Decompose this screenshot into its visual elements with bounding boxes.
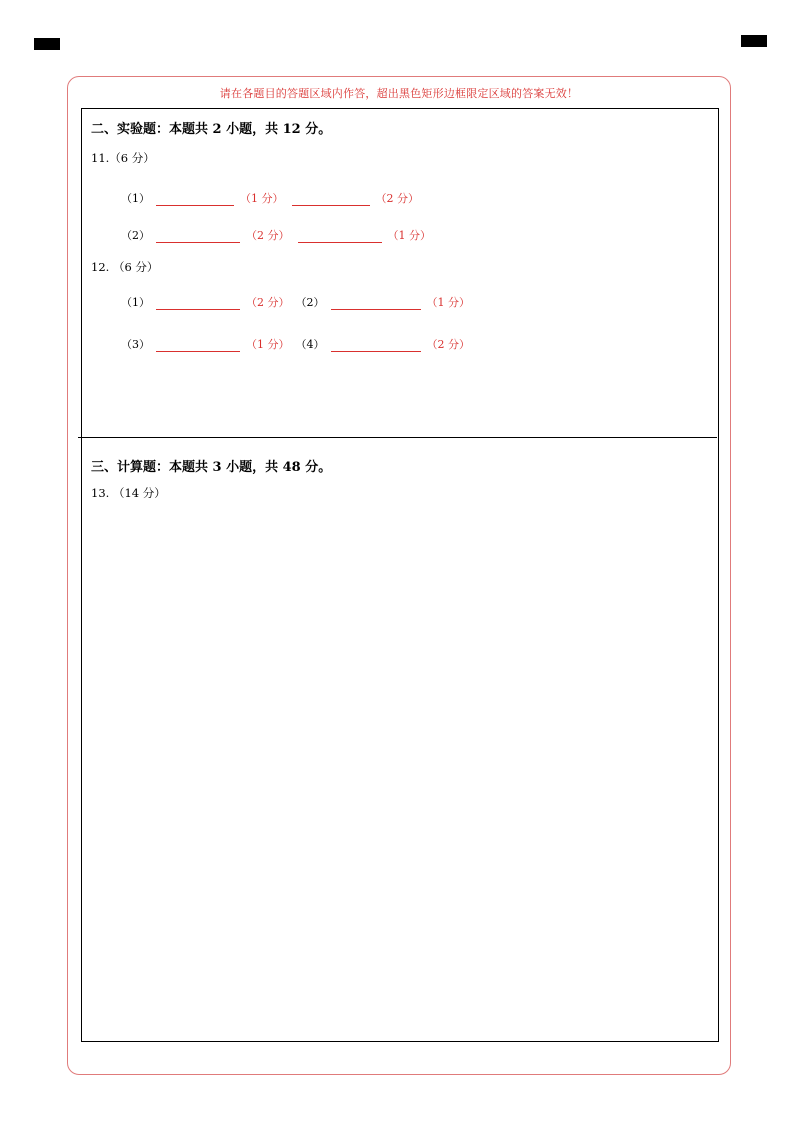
sub-question-label: （1） bbox=[121, 192, 150, 205]
answer-blank[interactable] bbox=[156, 339, 240, 352]
section-heading-calculation: 三、计算题：本题共 3 小题，共 48 分。 bbox=[91, 460, 332, 475]
sub-question-label: （3） bbox=[121, 338, 150, 351]
answer-box bbox=[81, 108, 719, 1042]
sub-question-label: （4） bbox=[295, 338, 325, 351]
answer-blank[interactable] bbox=[298, 230, 382, 243]
registration-mark-left bbox=[34, 38, 60, 50]
answer-blank[interactable] bbox=[331, 339, 421, 352]
score-label: （1 分） bbox=[387, 229, 431, 242]
score-label: （1 分） bbox=[240, 192, 284, 205]
section-divider bbox=[78, 437, 717, 438]
score-label: （2 分） bbox=[426, 338, 470, 351]
question-11-row-2 bbox=[121, 227, 437, 243]
answer-area-notice: 请在各题目的答题区域内作答，超出黑色矩形边框限定区域的答案无效！ bbox=[219, 87, 579, 100]
score-label: （2 分） bbox=[375, 192, 419, 205]
question-11-row-1 bbox=[121, 190, 425, 206]
score-label: （1 分） bbox=[426, 296, 470, 309]
sub-question-label: （2） bbox=[121, 229, 150, 242]
score-label: （2 分） bbox=[246, 229, 290, 242]
question-11-number: 11.（6 分） bbox=[91, 151, 155, 165]
sub-question-label: （2） bbox=[295, 296, 325, 309]
score-label: （1 分） bbox=[246, 338, 290, 351]
question-13-number: 13. （14 分） bbox=[91, 486, 166, 500]
answer-blank[interactable] bbox=[292, 193, 370, 206]
question-12-row-2 bbox=[121, 336, 476, 352]
section-heading-experiment: 二、实验题：本题共 2 小题，共 12 分。 bbox=[91, 122, 332, 137]
answer-blank[interactable] bbox=[156, 297, 240, 310]
question-12-row-1 bbox=[121, 294, 476, 310]
answer-blank[interactable] bbox=[331, 297, 421, 310]
answer-blank[interactable] bbox=[156, 230, 240, 243]
score-label: （2 分） bbox=[246, 296, 290, 309]
answer-blank[interactable] bbox=[156, 193, 234, 206]
question-12-number: 12. （6 分） bbox=[91, 260, 159, 274]
sub-question-label: （1） bbox=[121, 296, 150, 309]
registration-mark-right bbox=[741, 35, 767, 47]
